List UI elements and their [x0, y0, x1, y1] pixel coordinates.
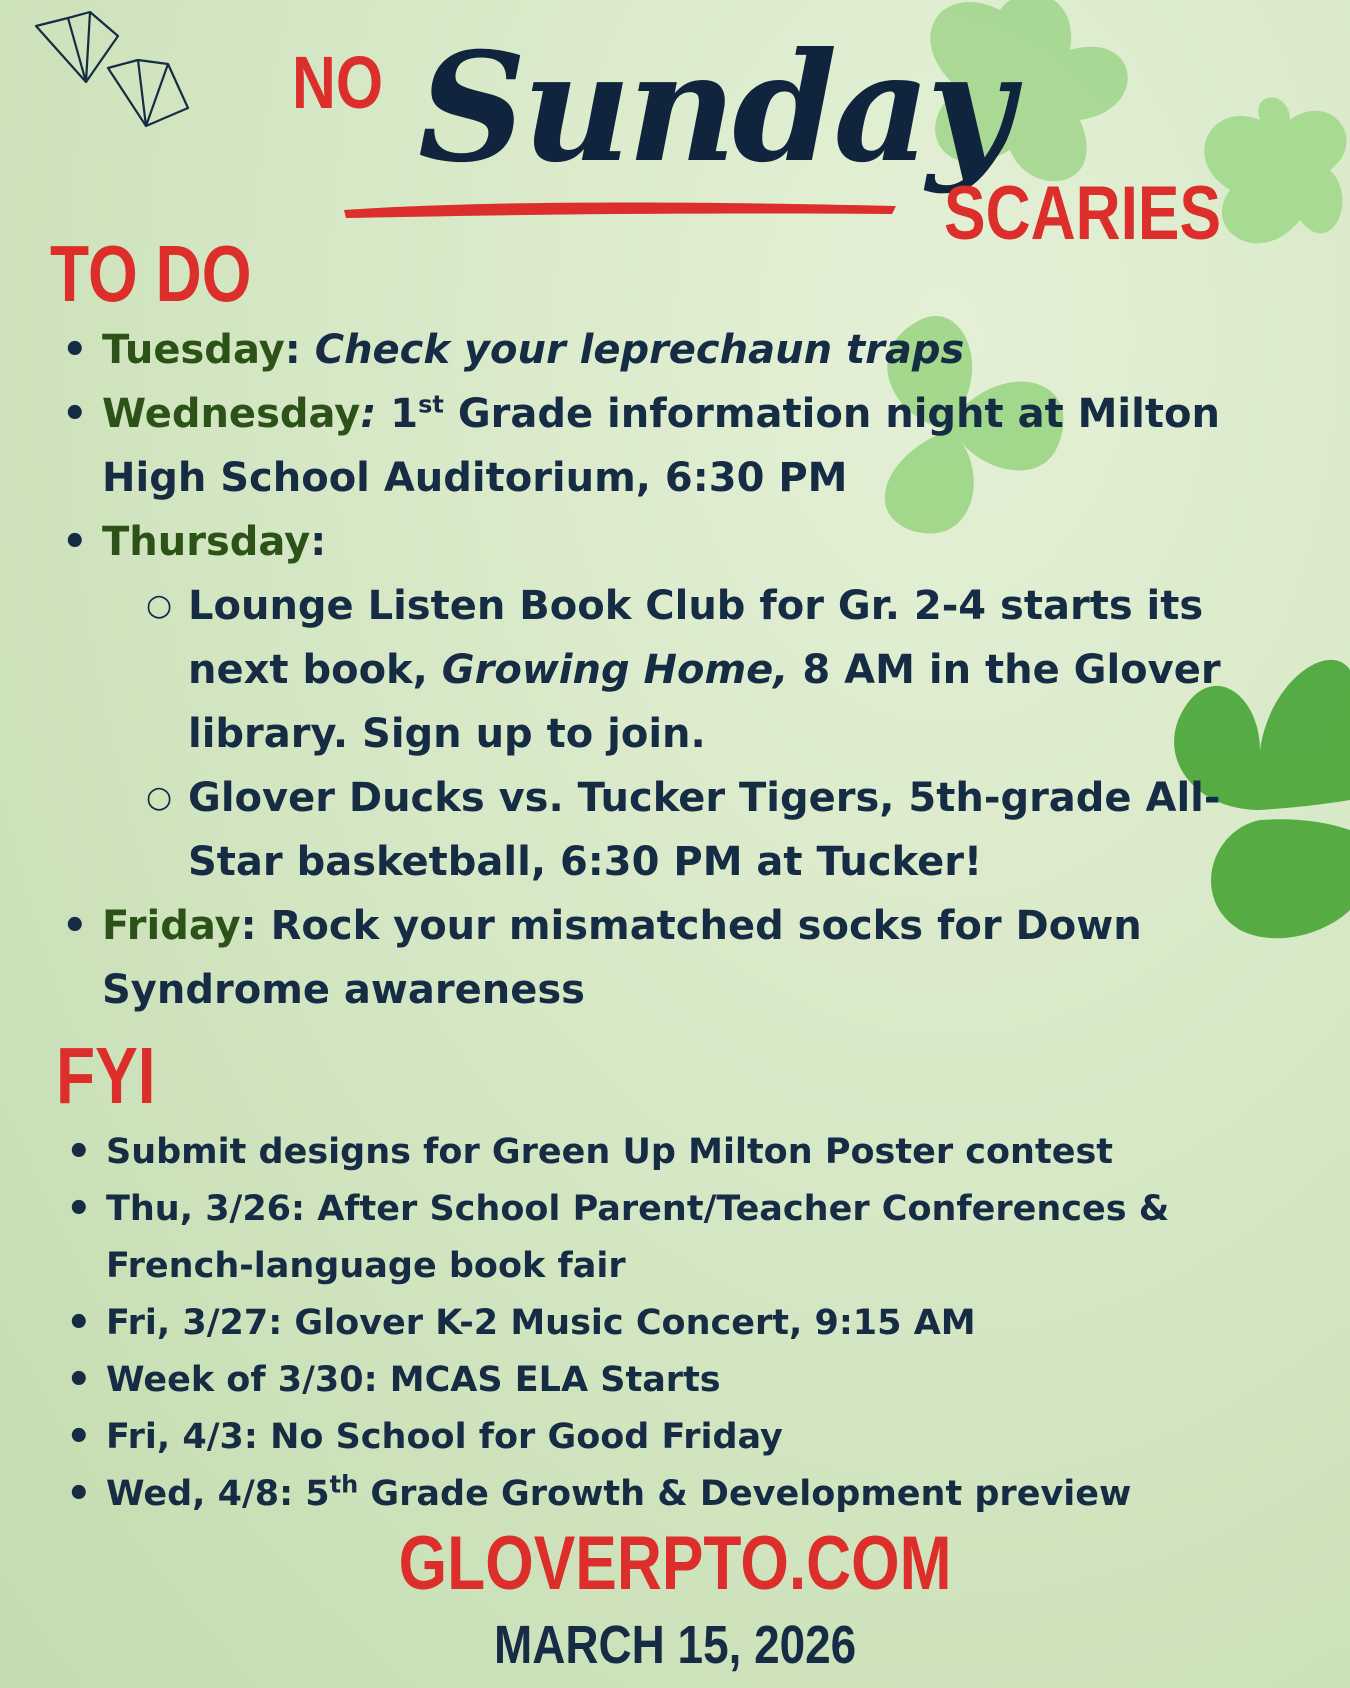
- title-scaries: SCARIES: [944, 171, 1222, 256]
- sub-list-item: ○ Lounge Listen Book Club for Gr. 2-4 starts its next book, Growing Home, 8 AM in the Glover library. Sign up to join.: [0, 574, 1280, 766]
- fyi-heading: FYI: [56, 1031, 156, 1120]
- todo-heading: TO DO: [50, 229, 252, 318]
- list-item: • Fri, 4/3: No School for Good Friday: [0, 1409, 1300, 1466]
- bullet-icon: •: [66, 1186, 92, 1232]
- list-item: • Week of 3/30: MCAS ELA Starts: [0, 1352, 1300, 1409]
- title-no: NO: [292, 41, 384, 124]
- duck-footprints-icon: [28, 8, 198, 138]
- hollow-bullet-icon: ○: [146, 588, 173, 623]
- bullet-icon: •: [62, 327, 88, 373]
- bullet-icon: •: [62, 519, 88, 565]
- bullet-icon: •: [66, 1471, 92, 1517]
- list-item: • Fri, 3/27: Glover K-2 Music Concert, 9:15 AM: [0, 1295, 1300, 1352]
- title-sunday: Sunday: [418, 20, 1010, 196]
- bullet-icon: •: [66, 1414, 92, 1460]
- date-label: MARCH 15, 2026: [493, 1615, 857, 1675]
- bullet-icon: •: [66, 1357, 92, 1403]
- list-item: • Thursday:: [0, 510, 1280, 574]
- sub-list-item: ○ Glover Ducks vs. Tucker Tigers, 5th-grade All-Star basketball, 6:30 PM at Tucker!: [0, 766, 1280, 894]
- list-item: • Thu, 3/26: After School Parent/Teacher Conferences & French-language book fair: [0, 1181, 1300, 1295]
- list-item: • Wednesday: 1st Grade information night at Milton High School Auditorium, 6:30 PM: [0, 382, 1280, 510]
- fyi-list: [0, 1124, 1300, 1523]
- list-item: • Tuesday: Check your leprechaun traps: [0, 318, 1280, 382]
- list-item: • Submit designs for Green Up Milton Poster contest: [0, 1124, 1300, 1181]
- hollow-bullet-icon: ○: [146, 780, 173, 815]
- red-brush-underline: [340, 196, 900, 220]
- bullet-icon: •: [62, 903, 88, 949]
- list-item: • Wed, 4/8: 5th Grade Growth & Development preview: [0, 1466, 1300, 1523]
- todo-list: [0, 318, 1280, 1022]
- list-item: • Friday: Rock your mismatched socks for Down Syndrome awareness: [0, 894, 1280, 1022]
- bullet-icon: •: [62, 391, 88, 437]
- website-link[interactable]: GLOVERPTO.COM: [398, 1521, 952, 1606]
- bullet-icon: •: [66, 1300, 92, 1346]
- bullet-icon: •: [66, 1129, 92, 1175]
